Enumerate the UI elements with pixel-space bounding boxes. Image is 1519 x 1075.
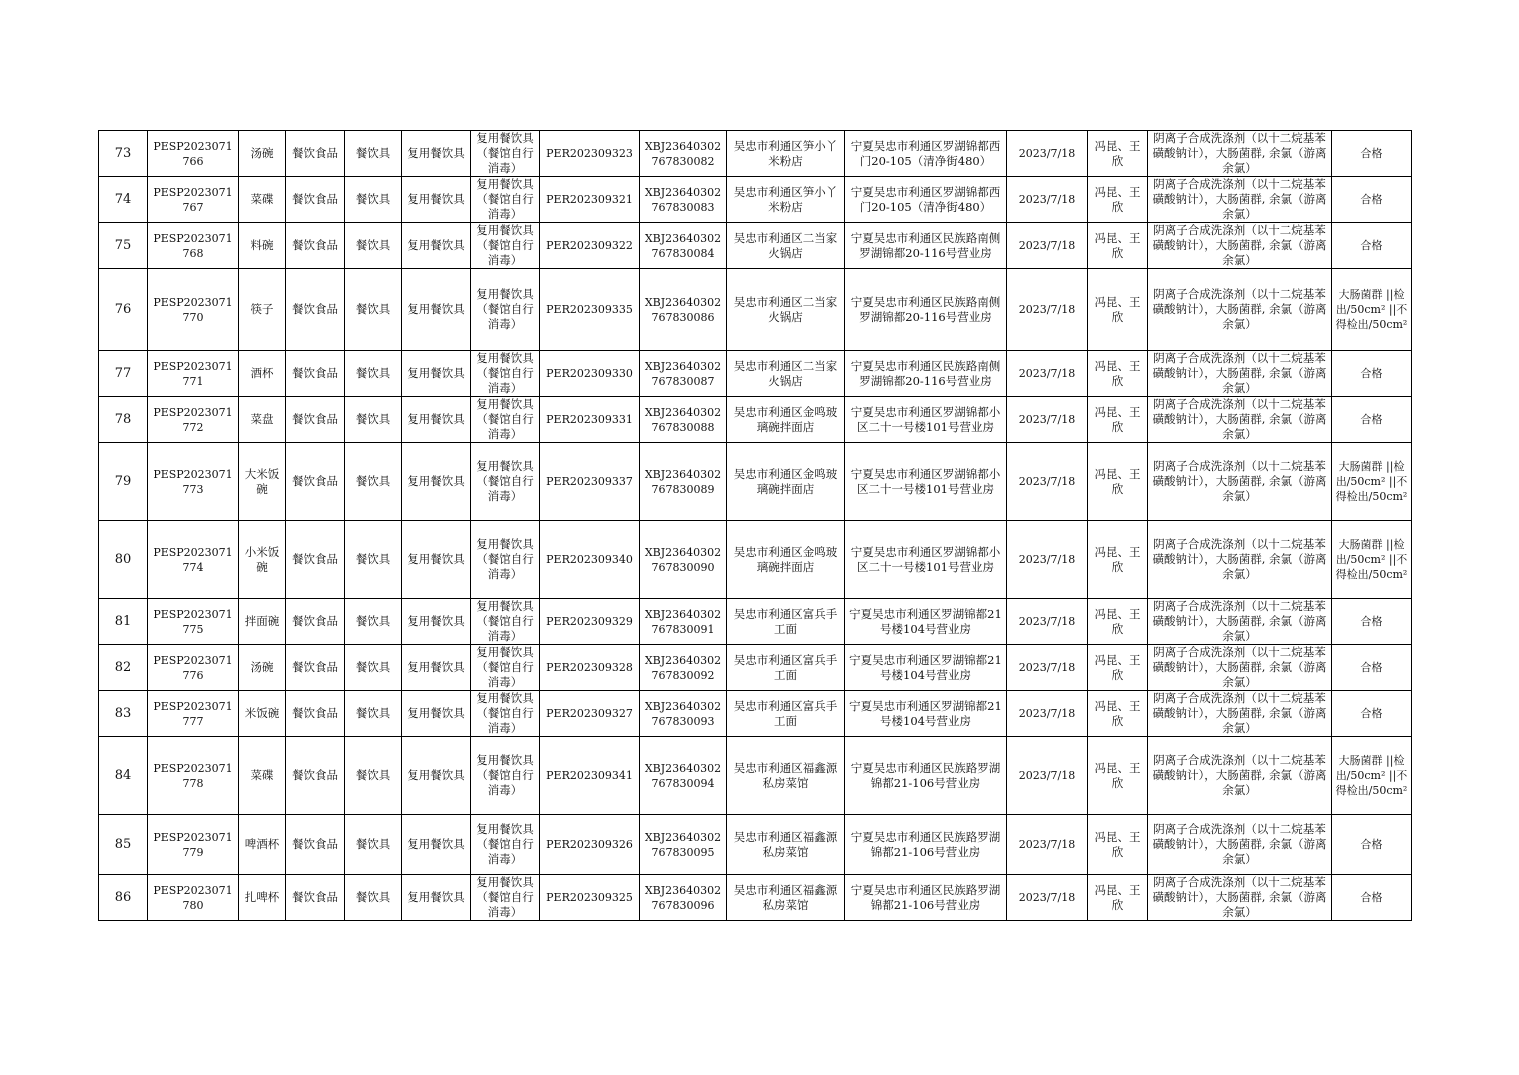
category-level-2: 餐饮具 — [345, 599, 402, 645]
row-number: 73 — [99, 131, 148, 177]
category-level-1: 餐饮食品 — [286, 645, 345, 691]
sample-code: PESP2023071774 — [148, 521, 239, 599]
category-level-3: 复用餐饮具 — [402, 645, 471, 691]
task-number: PER202309321 — [540, 177, 640, 223]
row-number: 83 — [99, 691, 148, 737]
shop-name: 吴忠市利通区金鸣玻璃碗拌面店 — [727, 521, 845, 599]
category-level-2: 餐饮具 — [345, 521, 402, 599]
sample-number: XBJ23640302767830084 — [640, 223, 727, 269]
shop-name: 吴忠市利通区福鑫源私房菜馆 — [727, 875, 845, 921]
category-level-2: 餐饮具 — [345, 223, 402, 269]
category-level-2: 餐饮具 — [345, 351, 402, 397]
sampling-staff: 冯昆、王欣 — [1088, 351, 1148, 397]
category-level-2: 餐饮具 — [345, 691, 402, 737]
shop-address: 宁夏吴忠市利通区民族路南侧罗湖锦都20-116号营业房 — [845, 351, 1007, 397]
sampling-staff: 冯昆、王欣 — [1088, 737, 1148, 815]
category-level-1: 餐饮食品 — [286, 269, 345, 351]
sample-number: XBJ23640302767830082 — [640, 131, 727, 177]
table-row — [99, 351, 1412, 397]
table-row — [99, 269, 1412, 351]
shop-address: 宁夏吴忠市利通区罗湖锦都西门20-105（清净街480） — [845, 131, 1007, 177]
category-level-4: 复用餐饮具（餐馆自行消毒） — [471, 521, 540, 599]
task-number: PER202309325 — [540, 875, 640, 921]
category-level-2: 餐饮具 — [345, 397, 402, 443]
sampling-date: 2023/7/18 — [1007, 875, 1088, 921]
category-level-3: 复用餐饮具 — [402, 599, 471, 645]
table-row — [99, 131, 1412, 177]
category-level-3: 复用餐饮具 — [402, 351, 471, 397]
category-level-3: 复用餐饮具 — [402, 737, 471, 815]
test-result: 大肠菌群 ||检出/50cm² ||不得检出/50cm² — [1332, 269, 1412, 351]
shop-name: 吴忠市利通区富兵手工面 — [727, 599, 845, 645]
table-row — [99, 691, 1412, 737]
sample-code: PESP2023071779 — [148, 815, 239, 875]
sample-name: 酒杯 — [239, 351, 286, 397]
shop-address: 宁夏吴忠市利通区罗湖锦都21号楼104号营业房 — [845, 645, 1007, 691]
category-level-1: 餐饮食品 — [286, 131, 345, 177]
test-result: 合格 — [1332, 223, 1412, 269]
sampling-date: 2023/7/18 — [1007, 521, 1088, 599]
category-level-4: 复用餐饮具（餐馆自行消毒） — [471, 177, 540, 223]
row-number: 74 — [99, 177, 148, 223]
table-row — [99, 737, 1412, 815]
category-level-1: 餐饮食品 — [286, 737, 345, 815]
category-level-1: 餐饮食品 — [286, 397, 345, 443]
test-result: 大肠菌群 ||检出/50cm² ||不得检出/50cm² — [1332, 443, 1412, 521]
sampling-date: 2023/7/18 — [1007, 223, 1088, 269]
sample-name: 汤碗 — [239, 131, 286, 177]
shop-name: 吴忠市利通区笋小丫米粉店 — [727, 131, 845, 177]
category-level-2: 餐饮具 — [345, 131, 402, 177]
sample-number: XBJ23640302767830092 — [640, 645, 727, 691]
category-level-2: 餐饮具 — [345, 269, 402, 351]
sample-code: PESP2023071771 — [148, 351, 239, 397]
category-level-4: 复用餐饮具（餐馆自行消毒） — [471, 131, 540, 177]
sample-code: PESP2023071773 — [148, 443, 239, 521]
sampling-staff: 冯昆、王欣 — [1088, 645, 1148, 691]
sample-code: PESP2023071766 — [148, 131, 239, 177]
sample-name: 菜碟 — [239, 177, 286, 223]
sampling-date: 2023/7/18 — [1007, 645, 1088, 691]
category-level-4: 复用餐饮具（餐馆自行消毒） — [471, 397, 540, 443]
task-number: PER202309328 — [540, 645, 640, 691]
sampling-staff: 冯昆、王欣 — [1088, 177, 1148, 223]
sampling-date: 2023/7/18 — [1007, 815, 1088, 875]
sample-number: XBJ23640302767830089 — [640, 443, 727, 521]
task-number: PER202309331 — [540, 397, 640, 443]
table-row — [99, 599, 1412, 645]
test-result: 合格 — [1332, 875, 1412, 921]
sample-name: 汤碗 — [239, 645, 286, 691]
category-level-1: 餐饮食品 — [286, 521, 345, 599]
row-number: 81 — [99, 599, 148, 645]
sample-number: XBJ23640302767830088 — [640, 397, 727, 443]
test-result: 合格 — [1332, 131, 1412, 177]
test-items: 阴离子合成洗涤剂（以十二烷基苯磺酸钠计），大肠菌群, 余氯（游离余氯） — [1148, 737, 1332, 815]
sample-code: PESP2023071780 — [148, 875, 239, 921]
sampling-date: 2023/7/18 — [1007, 397, 1088, 443]
sample-number: XBJ23640302767830087 — [640, 351, 727, 397]
row-number: 77 — [99, 351, 148, 397]
table-row — [99, 177, 1412, 223]
shop-name: 吴忠市利通区富兵手工面 — [727, 691, 845, 737]
sample-code: PESP2023071778 — [148, 737, 239, 815]
test-items: 阴离子合成洗涤剂（以十二烷基苯磺酸钠计），大肠菌群, 余氯（游离余氯） — [1148, 223, 1332, 269]
test-items: 阴离子合成洗涤剂（以十二烷基苯磺酸钠计），大肠菌群, 余氯（游离余氯） — [1148, 177, 1332, 223]
sample-code: PESP2023071776 — [148, 645, 239, 691]
shop-address: 宁夏吴忠市利通区民族路罗湖锦都21-106号营业房 — [845, 875, 1007, 921]
test-result: 合格 — [1332, 351, 1412, 397]
sample-code: PESP2023071767 — [148, 177, 239, 223]
test-items: 阴离子合成洗涤剂（以十二烷基苯磺酸钠计），大肠菌群, 余氯（游离余氯） — [1148, 875, 1332, 921]
shop-name: 吴忠市利通区福鑫源私房菜馆 — [727, 737, 845, 815]
row-number: 80 — [99, 521, 148, 599]
test-items: 阴离子合成洗涤剂（以十二烷基苯磺酸钠计），大肠菌群, 余氯（游离余氯） — [1148, 269, 1332, 351]
shop-name: 吴忠市利通区富兵手工面 — [727, 645, 845, 691]
sampling-staff: 冯昆、王欣 — [1088, 269, 1148, 351]
sample-name: 菜碟 — [239, 737, 286, 815]
test-result: 合格 — [1332, 691, 1412, 737]
row-number: 84 — [99, 737, 148, 815]
category-level-2: 餐饮具 — [345, 737, 402, 815]
shop-address: 宁夏吴忠市利通区罗湖锦都21号楼104号营业房 — [845, 599, 1007, 645]
category-level-4: 复用餐饮具（餐馆自行消毒） — [471, 223, 540, 269]
category-level-3: 复用餐饮具 — [402, 397, 471, 443]
sample-number: XBJ23640302767830086 — [640, 269, 727, 351]
sample-name: 米饭碗 — [239, 691, 286, 737]
test-items: 阴离子合成洗涤剂（以十二烷基苯磺酸钠计），大肠菌群, 余氯（游离余氯） — [1148, 131, 1332, 177]
shop-address: 宁夏吴忠市利通区罗湖锦都西门20-105（清净街480） — [845, 177, 1007, 223]
table-row — [99, 223, 1412, 269]
inspection-results-table — [98, 130, 1412, 921]
test-items: 阴离子合成洗涤剂（以十二烷基苯磺酸钠计），大肠菌群, 余氯（游离余氯） — [1148, 351, 1332, 397]
category-level-1: 餐饮食品 — [286, 351, 345, 397]
sampling-staff: 冯昆、王欣 — [1088, 815, 1148, 875]
sampling-staff: 冯昆、王欣 — [1088, 223, 1148, 269]
shop-name: 吴忠市利通区金鸣玻璃碗拌面店 — [727, 397, 845, 443]
category-level-3: 复用餐饮具 — [402, 875, 471, 921]
sampling-staff: 冯昆、王欣 — [1088, 131, 1148, 177]
table-row — [99, 645, 1412, 691]
category-level-3: 复用餐饮具 — [402, 815, 471, 875]
category-level-1: 餐饮食品 — [286, 177, 345, 223]
category-level-4: 复用餐饮具（餐馆自行消毒） — [471, 815, 540, 875]
shop-address: 宁夏吴忠市利通区民族路南侧罗湖锦都20-116号营业房 — [845, 223, 1007, 269]
sample-code: PESP2023071772 — [148, 397, 239, 443]
category-level-4: 复用餐饮具（餐馆自行消毒） — [471, 737, 540, 815]
sampling-date: 2023/7/18 — [1007, 691, 1088, 737]
category-level-3: 复用餐饮具 — [402, 177, 471, 223]
shop-address: 宁夏吴忠市利通区民族路罗湖锦都21-106号营业房 — [845, 737, 1007, 815]
sample-number: XBJ23640302767830096 — [640, 875, 727, 921]
sample-code: PESP2023071775 — [148, 599, 239, 645]
category-level-1: 餐饮食品 — [286, 875, 345, 921]
sampling-staff: 冯昆、王欣 — [1088, 443, 1148, 521]
sampling-date: 2023/7/18 — [1007, 351, 1088, 397]
shop-name: 吴忠市利通区二当家火锅店 — [727, 351, 845, 397]
sampling-date: 2023/7/18 — [1007, 131, 1088, 177]
sampling-staff: 冯昆、王欣 — [1088, 521, 1148, 599]
sample-name: 大米饭碗 — [239, 443, 286, 521]
shop-name: 吴忠市利通区二当家火锅店 — [727, 269, 845, 351]
shop-name: 吴忠市利通区笋小丫米粉店 — [727, 177, 845, 223]
task-number: PER202309322 — [540, 223, 640, 269]
test-result: 合格 — [1332, 599, 1412, 645]
category-level-4: 复用餐饮具（餐馆自行消毒） — [471, 599, 540, 645]
row-number: 86 — [99, 875, 148, 921]
sampling-staff: 冯昆、王欣 — [1088, 691, 1148, 737]
category-level-4: 复用餐饮具（餐馆自行消毒） — [471, 645, 540, 691]
row-number: 85 — [99, 815, 148, 875]
sample-name: 扎啤杯 — [239, 875, 286, 921]
category-level-4: 复用餐饮具（餐馆自行消毒） — [471, 875, 540, 921]
test-items: 阴离子合成洗涤剂（以十二烷基苯磺酸钠计），大肠菌群, 余氯（游离余氯） — [1148, 599, 1332, 645]
sample-name: 啤酒杯 — [239, 815, 286, 875]
category-level-1: 餐饮食品 — [286, 443, 345, 521]
sampling-date: 2023/7/18 — [1007, 443, 1088, 521]
sampling-date: 2023/7/18 — [1007, 269, 1088, 351]
category-level-3: 复用餐饮具 — [402, 691, 471, 737]
test-items: 阴离子合成洗涤剂（以十二烷基苯磺酸钠计），大肠菌群, 余氯（游离余氯） — [1148, 521, 1332, 599]
sample-name: 料碗 — [239, 223, 286, 269]
row-number: 79 — [99, 443, 148, 521]
category-level-2: 餐饮具 — [345, 815, 402, 875]
table-row — [99, 397, 1412, 443]
sampling-staff: 冯昆、王欣 — [1088, 397, 1148, 443]
shop-name: 吴忠市利通区二当家火锅店 — [727, 223, 845, 269]
test-result: 大肠菌群 ||检出/50cm² ||不得检出/50cm² — [1332, 737, 1412, 815]
category-level-2: 餐饮具 — [345, 645, 402, 691]
task-number: PER202309340 — [540, 521, 640, 599]
category-level-2: 餐饮具 — [345, 875, 402, 921]
test-items: 阴离子合成洗涤剂（以十二烷基苯磺酸钠计），大肠菌群, 余氯（游离余氯） — [1148, 397, 1332, 443]
sample-number: XBJ23640302767830095 — [640, 815, 727, 875]
task-number: PER202309337 — [540, 443, 640, 521]
category-level-3: 复用餐饮具 — [402, 131, 471, 177]
sampling-date: 2023/7/18 — [1007, 599, 1088, 645]
row-number: 75 — [99, 223, 148, 269]
test-result: 合格 — [1332, 397, 1412, 443]
task-number: PER202309329 — [540, 599, 640, 645]
category-level-3: 复用餐饮具 — [402, 223, 471, 269]
task-number: PER202309335 — [540, 269, 640, 351]
sample-number: XBJ23640302767830091 — [640, 599, 727, 645]
test-result: 大肠菌群 ||检出/50cm² ||不得检出/50cm² — [1332, 521, 1412, 599]
category-level-1: 餐饮食品 — [286, 599, 345, 645]
row-number: 76 — [99, 269, 148, 351]
category-level-2: 餐饮具 — [345, 443, 402, 521]
test-items: 阴离子合成洗涤剂（以十二烷基苯磺酸钠计），大肠菌群, 余氯（游离余氯） — [1148, 645, 1332, 691]
sample-code: PESP2023071770 — [148, 269, 239, 351]
table-row — [99, 521, 1412, 599]
table-row — [99, 875, 1412, 921]
shop-address: 宁夏吴忠市利通区罗湖锦都小区二十一号楼101号营业房 — [845, 443, 1007, 521]
category-level-2: 餐饮具 — [345, 177, 402, 223]
shop-address: 宁夏吴忠市利通区民族路南侧罗湖锦都20-116号营业房 — [845, 269, 1007, 351]
category-level-4: 复用餐饮具（餐馆自行消毒） — [471, 269, 540, 351]
sample-number: XBJ23640302767830083 — [640, 177, 727, 223]
table-row — [99, 815, 1412, 875]
row-number: 82 — [99, 645, 148, 691]
category-level-3: 复用餐饮具 — [402, 521, 471, 599]
category-level-4: 复用餐饮具（餐馆自行消毒） — [471, 691, 540, 737]
category-level-1: 餐饮食品 — [286, 691, 345, 737]
test-result: 合格 — [1332, 815, 1412, 875]
task-number: PER202309327 — [540, 691, 640, 737]
sample-name: 拌面碗 — [239, 599, 286, 645]
task-number: PER202309326 — [540, 815, 640, 875]
test-items: 阴离子合成洗涤剂（以十二烷基苯磺酸钠计），大肠菌群, 余氯（游离余氯） — [1148, 443, 1332, 521]
category-level-4: 复用餐饮具（餐馆自行消毒） — [471, 351, 540, 397]
test-result: 合格 — [1332, 645, 1412, 691]
row-number: 78 — [99, 397, 148, 443]
sample-number: XBJ23640302767830093 — [640, 691, 727, 737]
sampling-date: 2023/7/18 — [1007, 177, 1088, 223]
task-number: PER202309323 — [540, 131, 640, 177]
sampling-date: 2023/7/18 — [1007, 737, 1088, 815]
test-items: 阴离子合成洗涤剂（以十二烷基苯磺酸钠计），大肠菌群, 余氯（游离余氯） — [1148, 691, 1332, 737]
sample-number: XBJ23640302767830094 — [640, 737, 727, 815]
table-row — [99, 443, 1412, 521]
task-number: PER202309330 — [540, 351, 640, 397]
shop-name: 吴忠市利通区金鸣玻璃碗拌面店 — [727, 443, 845, 521]
test-result: 合格 — [1332, 177, 1412, 223]
category-level-1: 餐饮食品 — [286, 815, 345, 875]
shop-address: 宁夏吴忠市利通区民族路罗湖锦都21-106号营业房 — [845, 815, 1007, 875]
category-level-4: 复用餐饮具（餐馆自行消毒） — [471, 443, 540, 521]
sample-name: 筷子 — [239, 269, 286, 351]
sample-name: 小米饭碗 — [239, 521, 286, 599]
task-number: PER202309341 — [540, 737, 640, 815]
category-level-3: 复用餐饮具 — [402, 443, 471, 521]
sample-name: 菜盘 — [239, 397, 286, 443]
sample-number: XBJ23640302767830090 — [640, 521, 727, 599]
shop-name: 吴忠市利通区福鑫源私房菜馆 — [727, 815, 845, 875]
test-items: 阴离子合成洗涤剂（以十二烷基苯磺酸钠计），大肠菌群, 余氯（游离余氯） — [1148, 815, 1332, 875]
sampling-staff: 冯昆、王欣 — [1088, 875, 1148, 921]
category-level-3: 复用餐饮具 — [402, 269, 471, 351]
category-level-1: 餐饮食品 — [286, 223, 345, 269]
sample-code: PESP2023071768 — [148, 223, 239, 269]
shop-address: 宁夏吴忠市利通区罗湖锦都21号楼104号营业房 — [845, 691, 1007, 737]
shop-address: 宁夏吴忠市利通区罗湖锦都小区二十一号楼101号营业房 — [845, 397, 1007, 443]
inspection-results-sheet — [98, 130, 1411, 921]
sampling-staff: 冯昆、王欣 — [1088, 599, 1148, 645]
sample-code: PESP2023071777 — [148, 691, 239, 737]
shop-address: 宁夏吴忠市利通区罗湖锦都小区二十一号楼101号营业房 — [845, 521, 1007, 599]
